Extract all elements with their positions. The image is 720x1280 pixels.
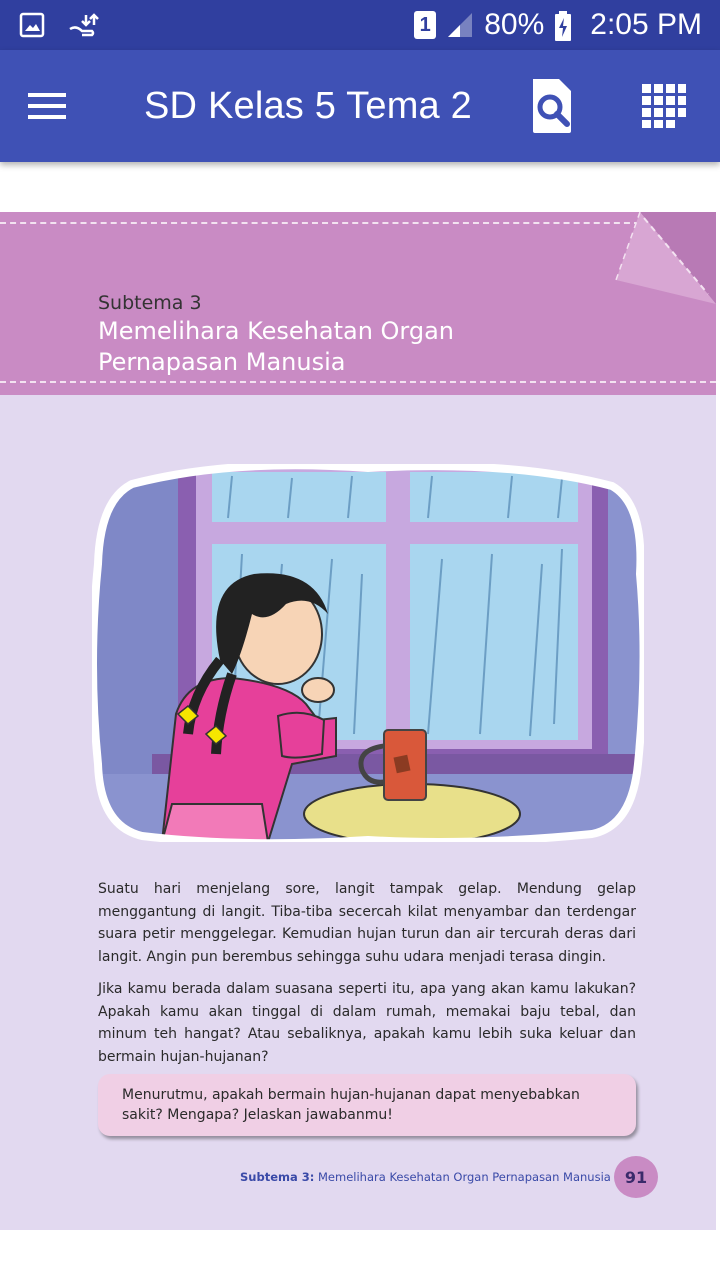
sim-icon: 1 xyxy=(414,11,436,39)
subtema-banner xyxy=(0,212,716,395)
paragraph-1: Suatu hari menjelang sore, langit tampak gelap. Mendung gelap menggantung di langit. Tiba-tiba secercah kilat menyambar dan terdengar suara petir menggelegar. Kemudian hujan turun dan air tercurah deras dari langit. Angin pun berembus sehingga suhu udara menjadi terasa dingin. xyxy=(98,881,636,965)
menu-icon xyxy=(28,91,68,121)
battery-charging-icon xyxy=(554,11,572,39)
subtema-title: Memelihara Kesehatan Organ Pernapasan Manusia xyxy=(98,317,455,376)
banner-dash-top xyxy=(0,222,640,224)
apps-grid-icon xyxy=(642,84,686,128)
signal-icon xyxy=(446,11,474,39)
menu-button[interactable] xyxy=(0,50,96,162)
apps-grid-button[interactable] xyxy=(630,72,698,140)
battery-percent: 80% xyxy=(484,8,545,41)
download-icon xyxy=(68,11,96,39)
rainy-window-illustration xyxy=(92,464,644,842)
page-number: 91 xyxy=(614,1156,658,1198)
paragraph-2: Jika kamu berada dalam suasana seperti itu, apa yang akan kamu lakukan? Apakah kamu akan tinggal di dalam rumah, memakai baju tebal, dan minum teh hangat? Atau sebaliknya, apakah kamu lebih suka keluar dan bermain hujan-hujanan? xyxy=(98,981,636,1065)
footer-label: Subtema 3: xyxy=(240,1170,315,1184)
gallery-icon xyxy=(18,11,46,39)
footer-text: Memelihara Kesehatan Organ Pernapasan Manusia xyxy=(314,1170,611,1184)
search-document-icon xyxy=(529,77,575,135)
question-box: Menurutmu, apakah bermain hujan-hujanan dapat menyebabkan sakit? Mengapa? Jelaskan jawabanmu! xyxy=(98,1074,636,1136)
status-bar xyxy=(0,0,720,50)
book-page[interactable] xyxy=(0,212,716,1230)
clock: 2:05 PM xyxy=(590,8,702,41)
search-document-button[interactable] xyxy=(520,72,584,140)
app-title: SD Kelas 5 Tema 2 xyxy=(144,84,472,127)
subtema-label: Subtema 3 xyxy=(98,292,202,314)
banner-dash-bottom xyxy=(0,381,716,383)
page-fold-corner xyxy=(610,212,716,312)
app-bar xyxy=(0,50,720,162)
page-footer xyxy=(240,1170,611,1184)
